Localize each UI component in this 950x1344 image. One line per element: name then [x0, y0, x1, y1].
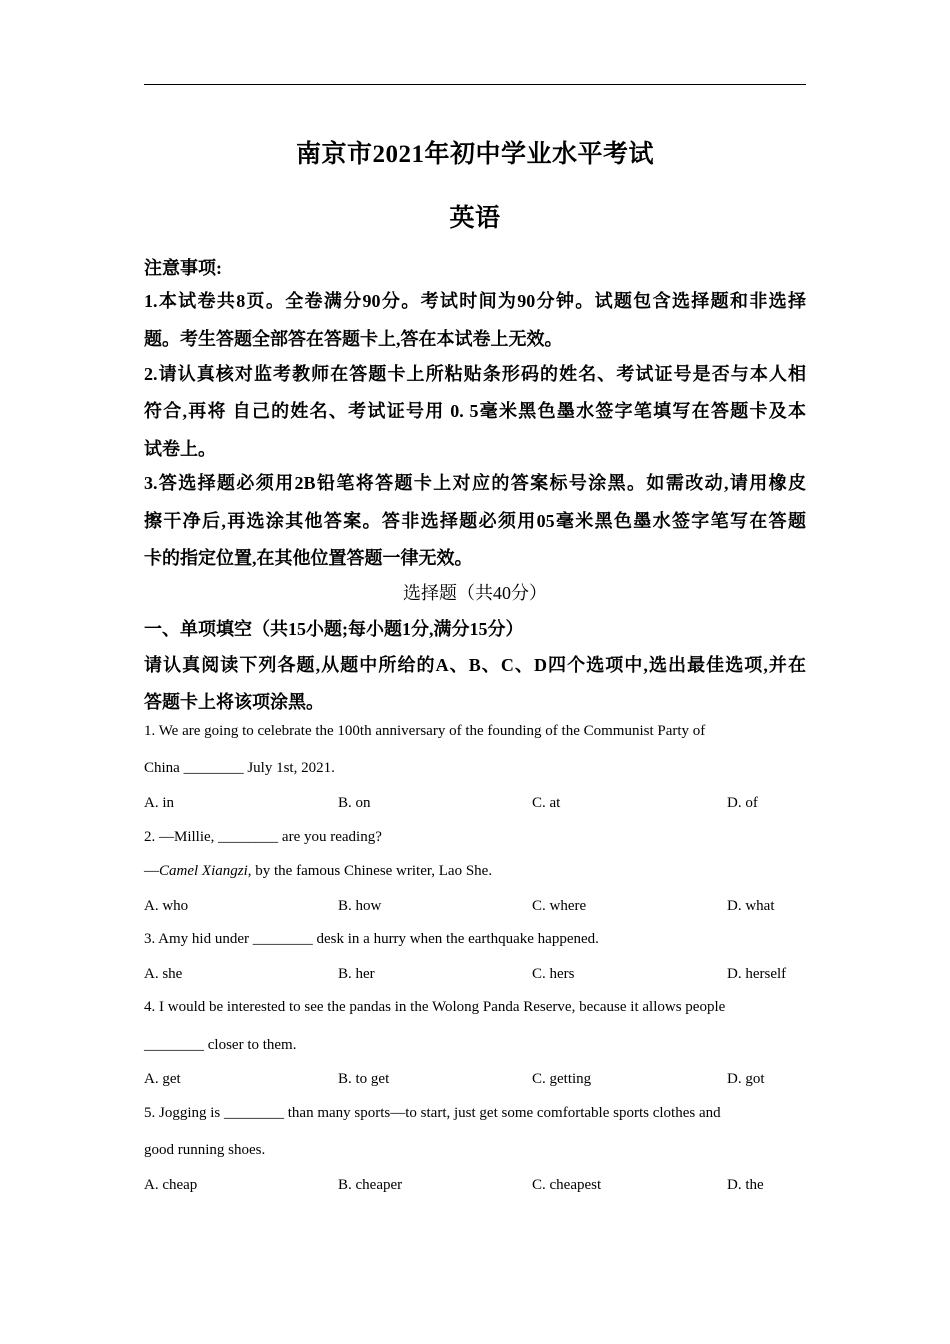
question-5-text: 5. Jogging is ________ than many sports—to start, just get some comfortable sports clothes and [144, 1105, 721, 1121]
question-1-text: 1. We are going to celebrate the 100th anniversary of the founding of the Communist Party of [144, 723, 706, 739]
question-1-text: China ________ July 1st, 2021. [144, 760, 335, 776]
header-rule [144, 84, 806, 85]
question-3-option-b: B. her [338, 966, 375, 982]
question-4-option-c: C. getting [532, 1071, 592, 1087]
notes-line: 擦干净后,再选涂其他答案。答非选择题必须用05毫米黑色墨水签字笔写在答题 [144, 511, 806, 531]
question-2-answer-line [144, 863, 806, 880]
notes-line: 题。考生答题全部答在答题卡上,答在本试卷上无效。 [144, 329, 563, 349]
exam-title: 南京市2021年初中学业水平考试 [295, 141, 654, 168]
question-5-option-d: D. the [727, 1177, 764, 1193]
notes-line: 卡的指定位置,在其他位置答题一律无效。 [144, 548, 473, 568]
book-title: Camel Xiangzi [159, 863, 248, 879]
question-2-text: 2. —Millie, ________ are you reading? [144, 829, 382, 845]
question-1-option-c: C. at [532, 795, 561, 811]
question-3-option-c: C. hers [532, 966, 575, 982]
notes-line: 3.答选择题必须用2B铅笔将答题卡上对应的答案标号涂黑。如需改动,请用橡皮 [144, 473, 806, 493]
notes-heading: 注意事项: [144, 258, 222, 278]
question-4-option-d: D. got [727, 1071, 765, 1087]
part-instruction: 请认真阅读下列各题,从题中所给的A、B、C、D四个选项中,选出最佳选项,并在 [144, 655, 806, 675]
question-5-option-c: C. cheapest [532, 1177, 602, 1193]
answer-rest: , by the famous Chinese writer, Lao She. [247, 863, 493, 879]
question-2-option-d: D. what [727, 898, 775, 914]
question-4-option-b: B. to get [338, 1071, 390, 1087]
question-2-option-c: C. where [532, 898, 587, 914]
question-1-option-b: B. on [338, 795, 371, 811]
question-1-option-d: D. of [727, 795, 758, 811]
question-4-text: ________ closer to them. [144, 1037, 297, 1053]
part-title: 一、单项填空（共15小题;每小题1分,满分15分） [144, 619, 524, 639]
notes-line: 试卷上。 [144, 439, 216, 459]
question-4-text: 4. I would be interested to see the pandas in the Wolong Panda Reserve, because it allows people [144, 999, 726, 1015]
question-2-option-b: B. how [338, 898, 382, 914]
part-instruction: 答题卡上将该项涂黑。 [144, 692, 324, 712]
question-5-option-b: B. cheaper [338, 1177, 403, 1193]
question-5-text: good running shoes. [144, 1142, 266, 1158]
exam-subject: 英语 [449, 205, 501, 232]
dash: — [144, 863, 159, 879]
question-3-option-d: D. herself [727, 966, 787, 982]
notes-line: 1.本试卷共8页。全卷满分90分。考试时间为90分钟。试题包含选择题和非选择 [144, 291, 806, 311]
notes-line: 2.请认真核对监考教师在答题卡上所粘贴条形码的姓名、考试证号是否与本人相 [144, 364, 806, 384]
question-3-option-a: A. she [144, 966, 183, 982]
section-title: 选择题（共40分） [403, 583, 547, 603]
question-4-option-a: A. get [144, 1071, 181, 1087]
question-1-option-a: A. in [144, 795, 174, 811]
question-5-option-a: A. cheap [144, 1177, 198, 1193]
notes-line: 符合,再将 自己的姓名、考试证号用 0. 5毫米黑色墨水签字笔填写在答题卡及本 [144, 401, 806, 421]
question-3-text: 3. Amy hid under ________ desk in a hurry when the earthquake happened. [144, 931, 599, 947]
question-2-option-a: A. who [144, 898, 189, 914]
